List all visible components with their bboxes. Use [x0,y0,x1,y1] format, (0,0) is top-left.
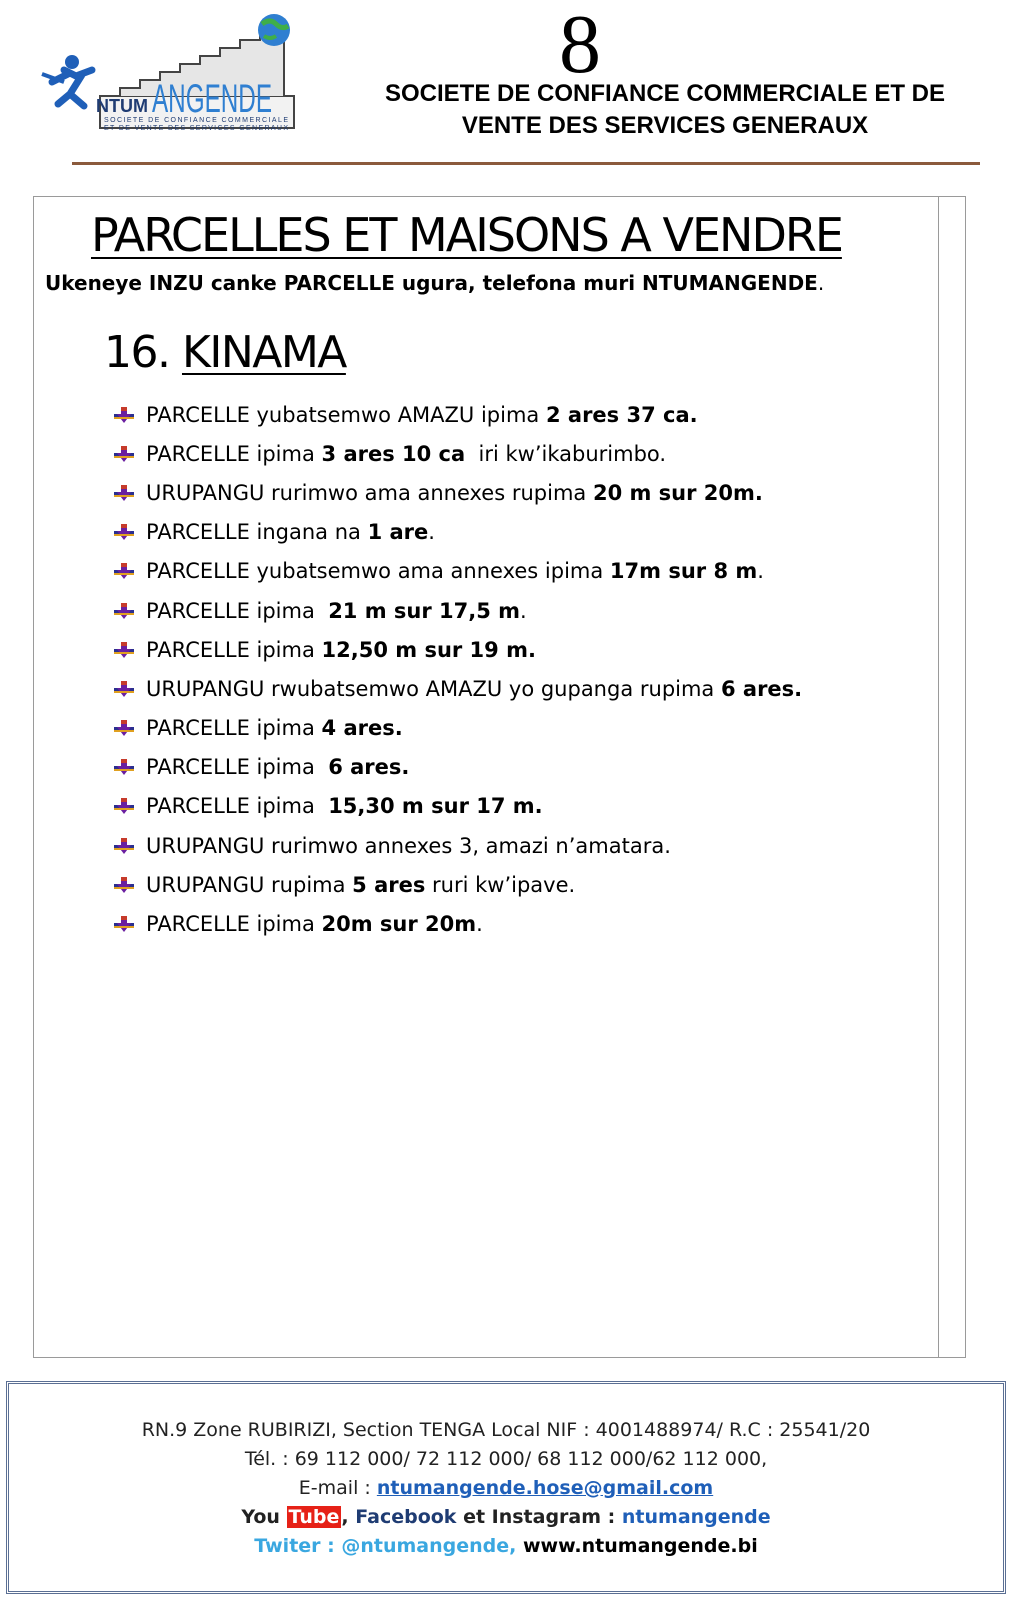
footer-email-line [9,1474,1003,1503]
listing-item [112,904,802,943]
listing-item [112,434,802,473]
company-name-line1: SOCIETE DE CONFIANCE COMMERCIALE ET DE [384,80,946,107]
header-divider [72,162,980,165]
listing-text: PARCELLE ipima [146,794,329,819]
footer-phones: Tél. : 69 112 000/ 72 112 000/ 68 112 000/62 112 000, [244,1448,768,1470]
listing-text: PARCELLE yubatsemwo AMAZU ipima [146,402,546,427]
listing-list [112,395,802,944]
listing-item [112,513,802,552]
twitter-handle[interactable]: Twiter : @ntumangende, [254,1535,523,1557]
listing-size: 12,50 m sur 19 m. [321,637,536,662]
svg-text:NTUM: NTUM [96,96,148,116]
arrow-bullet-icon [112,677,146,701]
social-separator: , [341,1506,356,1528]
listing-text: PARCELLE ipima [146,637,322,662]
arrow-bullet-icon [112,403,146,427]
youtube-tube[interactable]: Tube [288,1506,340,1528]
arrow-bullet-icon [112,794,146,818]
listing-size: 4 ares. [321,716,403,741]
footer-social-line [9,1503,1003,1532]
arrow-bullet-icon [112,912,146,936]
section-number: 16. [104,327,170,378]
listing-item [112,787,802,826]
listing-item [112,473,802,512]
listing-tail: . [757,559,764,584]
arrow-bullet-icon [112,599,146,623]
arrow-bullet-icon [112,481,146,505]
page-title: PARCELLES ET MAISONS A VENDRE [91,208,842,262]
arrow-bullet-icon [112,520,146,544]
listing-size: 1 are [367,520,429,545]
listing-tail: . [520,598,527,623]
arrow-bullet-icon [112,755,146,779]
listing-item [112,591,802,630]
footer-web-line [9,1532,1003,1561]
footer-address: RN.9 Zone RUBIRIZI, Section TENGA Local NIF : 4001488974/ R.C : 25541/20 [141,1419,871,1441]
listing-text: PARCELLE yubatsemwo ama annexes ipima [146,559,610,584]
listing-size: 20m sur 20m [321,912,477,937]
arrow-bullet-icon [112,834,146,858]
subtitle-text: Ukeneye INZU canke PARCELLE ugura, telefona muri NTUMANGENDE [45,271,818,295]
arrow-bullet-icon [112,559,146,583]
page-number: 8 [559,0,601,91]
email-label: E-mail : [298,1477,377,1499]
arrow-bullet-icon [112,716,146,740]
svg-text:ANGENDE: ANGENDE [152,77,272,121]
listing-text: URUPANGU rurimwo annexes 3, amazi n’amatara. [146,833,671,858]
listing-size: 6 ares. [328,755,410,780]
listing-text: URUPANGU rupima [146,872,353,897]
instagram-label: et Instagram : [456,1506,622,1528]
listing-size: 2 ares 37 ca. [545,402,698,427]
listing-item [112,395,802,434]
section-name: KINAMA [181,327,346,378]
listing-tail: . [428,520,435,545]
listing-tail: iri kw’ikaburimbo. [465,441,667,466]
company-name-line2: VENTE DES SERVICES GENERAUX [461,112,869,139]
panel-side-rule [938,197,939,1357]
svg-text:ET DE VENTE DES SERVICES GENER: ET DE VENTE DES SERVICES GENERAUX [104,125,288,132]
listing-text: PARCELLE ipima [146,716,322,741]
section-heading [104,325,346,381]
listing-text: PARCELLE ipima [146,755,329,780]
listing-size: 21 m sur 17,5 m [328,598,521,623]
footer-contact [6,1381,1006,1594]
listing-tail: . [476,912,483,937]
listing-item [112,709,802,748]
listing-item [112,552,802,591]
email-link[interactable]: ntumangende.hose@gmail.com [376,1477,714,1499]
listing-size: 3 ares 10 ca [321,441,466,466]
listing-item [112,669,802,708]
youtube-you[interactable]: You [241,1506,287,1528]
listing-tail: ruri kw’ipave. [425,872,576,897]
listing-size: 5 ares [352,872,426,897]
listing-size: 20 m sur 20m. [592,480,763,505]
website-link[interactable]: www.ntumangende.bi [522,1535,758,1557]
facebook-label[interactable]: Facebook [355,1506,457,1528]
page-subtitle [45,269,824,297]
arrow-bullet-icon [112,638,146,662]
svg-text:SOCIETE DE CONFIANCE COMMERCIA: SOCIETE DE CONFIANCE COMMERCIALE [104,117,288,124]
listing-text: PARCELLE ipima [146,598,329,623]
listing-item [112,865,802,904]
listing-text: PARCELLE ipima [146,441,322,466]
listing-text: URUPANGU rwubatsemwo AMAZU yo gupanga rupima [146,676,721,701]
listing-size: 15,30 m sur 17 m. [328,794,543,819]
listing-size: 6 ares. [720,676,803,701]
arrow-bullet-icon [112,873,146,897]
listing-item [112,826,802,865]
listings-panel [33,196,966,1358]
subtitle-period: . [817,271,825,295]
listing-item [112,748,802,787]
company-name [340,78,990,142]
arrow-bullet-icon [112,442,146,466]
listing-text: PARCELLE ipima [146,912,322,937]
listing-text: PARCELLE ingana na [146,520,368,545]
social-handle[interactable]: ntumangende [621,1506,771,1528]
listing-text: URUPANGU rurimwo ama annexes rupima [146,480,593,505]
listing-size: 17m sur 8 m [609,559,758,584]
listing-item [112,630,802,669]
company-logo [24,12,304,140]
